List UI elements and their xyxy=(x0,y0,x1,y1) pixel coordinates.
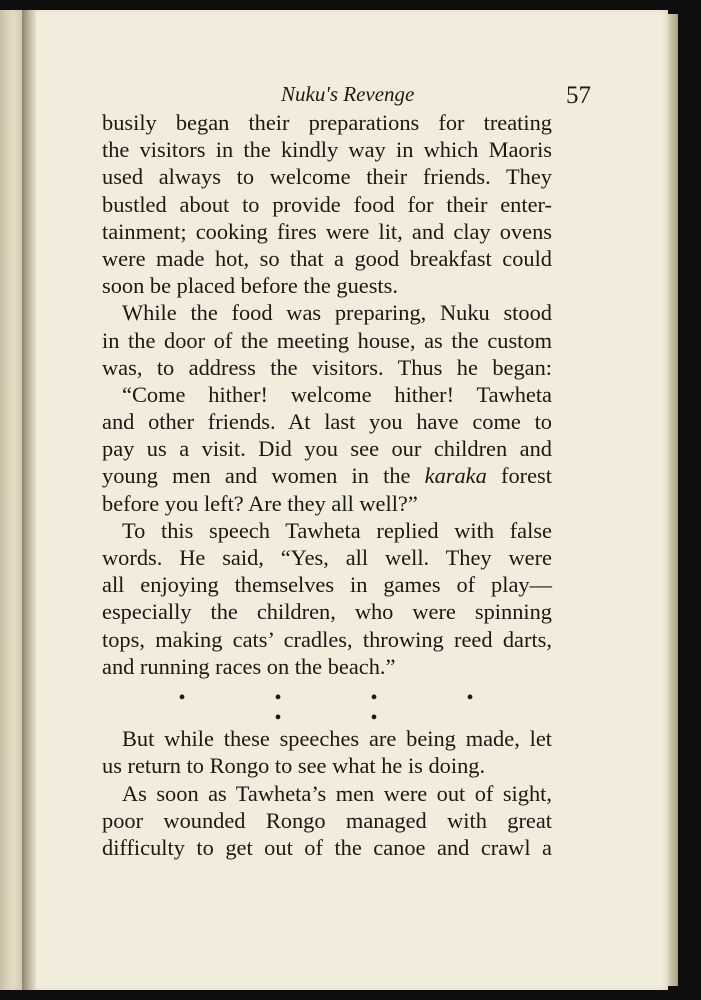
text-line: words. He said, “Yes, all well. They were xyxy=(102,545,552,570)
text-line: “Come hither! welcome hither! Tawheta xyxy=(122,381,552,407)
text-line: tops, making cats’ cradles, throwing reed darts, xyxy=(102,626,552,652)
page-number: 57 xyxy=(566,82,591,109)
text-line: used always to welcome their friends. They xyxy=(102,164,552,190)
text-line: in the door of the meeting house, as the custom xyxy=(102,327,552,353)
text-line: the visitors in the kindly way in which Maoris xyxy=(102,137,552,163)
text-run: forest xyxy=(486,463,552,489)
text-line: were made hot, so that a good breakfast could xyxy=(102,245,552,271)
text-line: bustled about to provide food for their enter- xyxy=(102,191,552,217)
section-break: • • • • • • xyxy=(178,686,516,729)
text-line: before you left? Are they all well?” xyxy=(102,490,418,516)
text-run: young men and women in the xyxy=(102,463,425,489)
text-line: us return to Rongo to see what he is doing. xyxy=(102,753,486,779)
text-line: and other friends. At last you have come to xyxy=(102,409,552,435)
text-line: To this speech Tawheta replied with false xyxy=(122,517,552,543)
text-line: pay us a visit. Did you see our children and xyxy=(102,436,552,462)
text-line: busily began their preparations for treating xyxy=(102,110,552,135)
text-line: soon be placed before the guests. xyxy=(102,273,398,299)
text-line: especially the children, who were spinning xyxy=(102,599,552,625)
book-gutter xyxy=(22,10,36,990)
running-title: Nuku's Revenge xyxy=(281,82,415,106)
text-line: While the food was preparing, Nuku stood xyxy=(122,300,552,326)
text-line: poor wounded Rongo managed with great xyxy=(102,807,552,833)
text-line: was, to address the visitors. Thus he began: xyxy=(102,354,552,380)
page-body xyxy=(102,109,552,861)
text-line: and running races on the beach.” xyxy=(102,653,396,679)
text-line: tainment; cooking fires were lit, and clay ovens xyxy=(102,218,552,244)
text-line: difficulty to get out of the canoe and crawl a xyxy=(102,834,552,860)
facing-page-edge xyxy=(0,10,22,990)
text-line: all enjoying themselves in games of play— xyxy=(102,572,552,598)
text-line xyxy=(102,462,552,489)
page-stack-edge xyxy=(668,14,678,986)
italic-word: karaka xyxy=(424,463,487,489)
text-line: But while these speeches are being made, let xyxy=(122,726,552,752)
text-line: As soon as Tawheta’s men were out of sight, xyxy=(122,780,552,806)
